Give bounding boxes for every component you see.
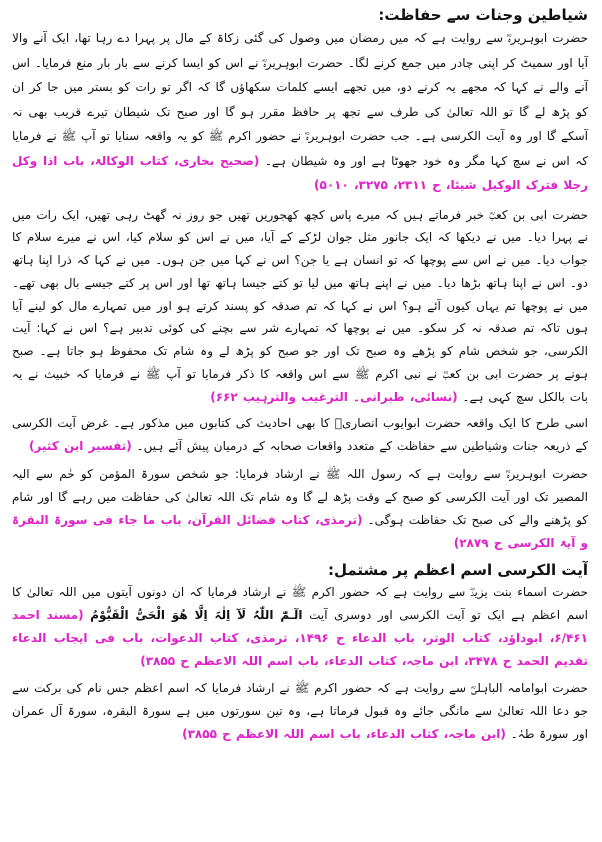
section-heading-protection: شیاطین وجنات سے حفاظت: (378, 6, 588, 24)
paragraph-text: حضرت ابوامامہ الباہلیؓ سے روایت ہے کہ حضور اکرم ﷺ نے ارشاد فرمایا کہ اسم اعظم جس نام کی برکت سے جو دعا اللہ تعالیٰ سے مانگی جائے وہ قبول فرماتا ہے، وہ تین سورتوں میں ہے سورۃ البقرہ، سورۃ آل عمران اور سورۃ طہٰ۔ (12, 680, 588, 741)
paragraph-text: حضرت ابی بن کعبؓ خبر فرماتے ہیں کہ میرے پاس کچھ کھجوریں تھیں جو روز نہ گھٹ رہی تھیں، ایک رات میں نے پہرا دیا۔ میں نے دیکھا کہ ایک جانور مثل جوان لڑکے کے آیا، میں نے اس کو سلام کیا، اس نے میرے سلام کا جواب دیا۔ میں نے اس سے پوچھا کہ تو انسان ہے یا جن؟ اس نے کہا میں جن ہوں۔ میں نے کہا کہ ذرا اپنا ہاتھ دو۔ اس نے اپنا ہاتھ بڑھا دیا۔ میں نے اپنے ہاتھ میں لیا تو کتے جیسا ہاتھ تھا اور اس پر کتے جیسے بال بھی تھے۔ میں نے پوچھا تم یہاں کیوں آئے ہو؟ اس نے کہا کہ تم صدقہ کو پسند کرتے ہو اور میں تمہارے مال کو لینے آیا ہوں تاکہ تم صدقہ نہ کر سکو۔ میں نے پوچھا کہ تمہارے شر سے بچنے کی کوئی تدبیر ہے؟ اس نے کہا: آیت الکرسی، جو شخص شام کو پڑھے وہ صبح تک اور جو صبح کو پڑھ لے وہ شام تک محفوظ ہو جاتا ہے۔ صبح ہونے پر حضرت ابی بن کعبؓ نے نبی اکرم ﷺ سے اس واقعہ کا ذکر فرمایا تو آپ ﷺ نے فرمایا کہ خبیث نے یہ بات بالکل سچ کہی ہے۔ (12, 207, 588, 404)
paragraph-text: حضرت اسماء بنت یزیدؓ سے روایت ہے کہ حضور اکرم ﷺ نے ارشاد فرمایا کہ ان دونوں آیتوں میں اللہ تعالیٰ کا اسم اعظم ہے ایک تو آیت الکرسی اور دوسری آیت (12, 584, 588, 622)
reference-citation: (ترمذی، کتاب فضائل القرآن، باب ما جاء فی سورۃ البقرۃ و آیۃ الکرسی ح ۲۸۷۹) (12, 512, 588, 550)
section-heading-ism-azam: آیت الکرسی اسم اعظم پر مشتمل: (327, 560, 588, 579)
paragraph-abu-ayyub (12, 412, 588, 458)
quran-verse: الٓـمّٓ اللّٰہُ لَآ اِلٰہَ اِلَّا ھُوَ الْحَیُّ الْقَیُّوْمُ (90, 607, 303, 622)
paragraph-abu-hurairah-zakat (12, 26, 588, 198)
reference-citation: (مسند احمد ۶/۴۶۱، ابوداؤد، کتاب الوتر، باب الدعاء ح ۱۴۹۶، ترمذی، کتاب الدعوات، باب فی ایجاب الدعاء تقدیم الحمد ح ۳۴۷۸، ابن ماجہ، کتاب الدعاء، باب اسم اللہ الاعظم ح ۳۸۵۵) (12, 607, 588, 668)
paragraph-surah-mumin (12, 463, 588, 555)
reference-citation: (نسائی، طبرانی۔ الترغیب والترہیب ۶۶۲) (210, 389, 458, 404)
paragraph-text: حضرت ابوہریرہؓ سے روایت ہے کہ رسول اللہ ﷺ نے ارشاد فرمایا: جو شخص سورۃ المؤمن کو حٰم سے الیہ المصیر تک اور آیت الکرسی کو صبح کے وقت پڑھ لے گا وہ شام تک اللہ تعالیٰ کی حفاظت میں رہے گا اور شام کو پڑھنے والے کی صبح تک حفاظت ہوگی۔ (12, 466, 588, 527)
reference-citation: (ابن ماجہ، کتاب الدعاء، باب اسم اللہ الاعظم ح ۳۸۵۵) (182, 726, 506, 741)
paragraph-asma-bint-yazid (12, 581, 588, 673)
paragraph-text: حضرت ابوہریرہؓ سے روایت ہے کہ میں رمضان میں وصول کی گئی زکاۃ کے مال پر پہرا دے رہا تھا، ایک آنے والا آیا اور سمیٹ کر اپنی چادر میں جمع کرنے لگا۔ حضرت ابوہریرہؓ نے اس کو ایسا کرنے سے بار بار منع فرمایا۔ اس آنے والے نے کہا کہ مجھے یہ کرنے دو، میں تجھے ایسے کلمات سکھاؤں گا کہ اگر تو رات کو بستر میں جا کر ان کو پڑھ لے گا تو اللہ تعالیٰ کی طرف سے تجھ پر حافظ مقرر ہو گا اور صبح تک شیطان تیرے قریب بھی نہ آسکے گا اور وہ آیت الکرسی ہے۔ جب حضرت ابوہریرہؓ نے حضور اکرم ﷺ کو یہ واقعہ سنایا تو آپ ﷺ نے فرمایا کہ اس نے سچ کہا مگر وہ خود جھوٹا ہے اور وہ شیطان ہے۔ (12, 31, 589, 168)
paragraph-ubayy-bin-kab (12, 204, 588, 409)
reference-citation: (تفسیر ابن کثیر) (29, 438, 132, 453)
paragraph-abu-umamah (12, 677, 588, 746)
reference-citation: (صحیح بخاری، کتاب الوکالۃ، باب اذا وکل رجلا فترک الوکیل شیئا، ح ۲۳۱۱، ۳۲۷۵، ۵۰۱۰) (12, 153, 588, 192)
paragraph-text: اسی طرح کا ایک واقعہ حضرت ابوایوب انصاریؓ کا بھی احادیث کی کتابوں میں مذکور ہے۔ غرض آیت الکرسی کے ذریعہ جنات وشیاطین سے حفاظت کے متعدد واقعات صحابہ کے درمیان پیش آئے ہیں۔ (12, 415, 588, 453)
